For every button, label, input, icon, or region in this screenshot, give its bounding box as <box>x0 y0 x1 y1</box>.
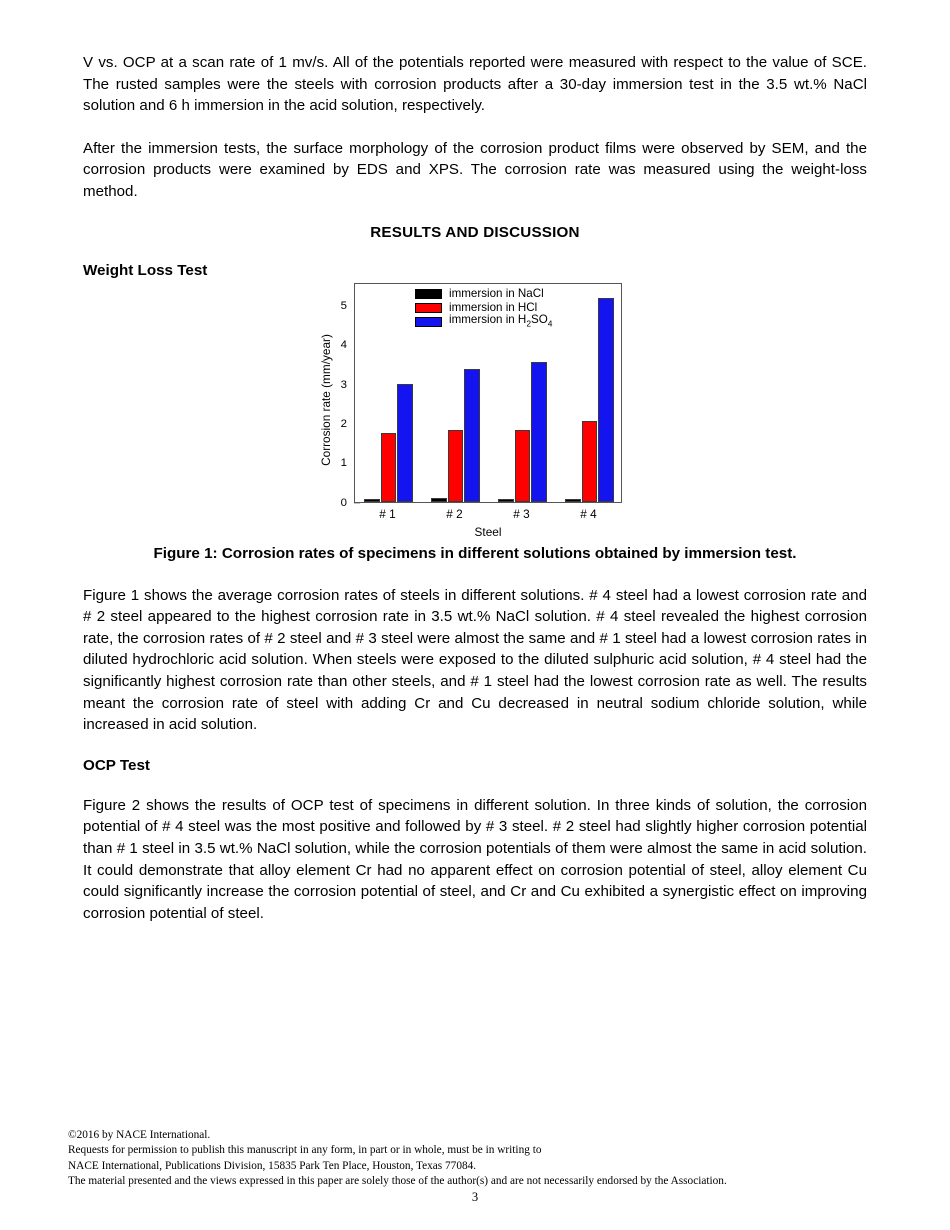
chart-x-tick-label: # 3 <box>513 506 530 521</box>
chart-bar <box>364 499 380 501</box>
paragraph-spacer <box>83 117 867 138</box>
page-number: 3 <box>471 1190 479 1204</box>
legend-swatch-nacl-icon <box>415 289 442 299</box>
document-body-column <box>83 52 867 924</box>
chart-bar <box>464 369 480 501</box>
chart-bar <box>431 498 447 501</box>
chart-x-tick-label: # 2 <box>446 506 463 521</box>
chart-bar <box>498 499 514 501</box>
footer-permission-line-2: NACE International, Publications Division, 15835 Park Ten Place, Houston, Texas 77084. <box>68 1159 477 1172</box>
chart-y-tick-label: 4 <box>340 339 347 352</box>
chart-y-axis-label: Corrosion rate (mm/year) <box>319 333 333 466</box>
paragraph-figure1-discussion: Figure 1 shows the average corrosion rates of steels in different solutions. # 4 steel had a lowest corrosion rate and # 2 steel appeared to the highest corrosion rate in 3.5 wt.% NaCl solution. # 4 steel revealed the highest corrosion rate, the corrosion rates of # 2 steel and # 3 steel were almost the same and # 1 steel had a lowest corrosion rates in diluted hydrochloric acid solution. When steels were exposed to the diluted sulphuric acid solution, # 4 steel had the significantly highest corrosion rate than other steels, and # 1 steel had the lowest corrosion rate as well. The results meant the corrosion rate of steel with adding Cr and Cu decreased in neutral sodium chloride solution, while increased in acid solution. <box>83 586 867 734</box>
chart-y-tick-label: 1 <box>340 457 347 470</box>
chart-bar <box>531 362 547 502</box>
legend-item <box>415 313 553 329</box>
legend-label-h2so4: immersion in $H_2SO_4$ <box>449 313 553 329</box>
chart-bar <box>598 298 614 502</box>
chart-bar <box>448 430 464 502</box>
chart-x-tick-label: # 1 <box>379 506 396 521</box>
legend-label-nacl: immersion in NaCl <box>449 287 544 301</box>
paragraph-spacer <box>83 736 867 757</box>
chart-y-tick-label: 2 <box>340 417 347 430</box>
chart-bar <box>582 421 598 502</box>
heading-weight-loss-test: Weight Loss Test <box>83 261 208 279</box>
legend-label-hcl: immersion in HCl <box>449 301 538 315</box>
chart-y-tick-label: 5 <box>340 300 347 313</box>
paragraph-ocp-discussion: Figure 2 shows the results of OCP test of specimens in different solution. In three kinds of solution, the corrosion potential of # 4 steel was the most positive and followed by # 3 steel. # 2 steel had slightly higher corrosion potential than # 1 steel in 3.5 wt.% NaCl solution, while the corrosion potentials of them were almost the same in acid solution. It could demonstrate that alloy element Cr had no apparent effect on corrosion potential of steel, alloy element Cu could significantly increase the corrosion potential of steel, and Cr and Cu exhibited a synergistic effect on improving corrosion potential of steel. <box>83 796 867 922</box>
footer-disclaimer: The material presented and the views expressed in this paper are solely those of the author(s) and are not necessarily endorsed by the Association. <box>68 1174 727 1187</box>
page-footer <box>68 1128 868 1189</box>
chart-y-axis <box>302 283 354 509</box>
chart-bar <box>565 499 581 501</box>
paragraph-immersion-tests: After the immersion tests, the surface morphology of the corrosion product films were observed by SEM, and the corrosion products were examined by EDS and XPS. The corrosion rate was measured using the weight-loss method. <box>83 139 867 200</box>
heading-results-and-discussion: RESULTS AND DISCUSSION <box>370 223 580 241</box>
footer-permission-line-1: Requests for permission to publish this manuscript in any form, in part or in whole, must be in writing to <box>68 1144 542 1157</box>
caption-spacer <box>83 564 867 585</box>
paragraph-intro-continued: V vs. OCP at a scan rate of 1 mv/s. All of the potentials reported were measured with respect to the value of SCE. The rusted samples were the steels with corrosion products after a 30-day immersion test in the 3.5 wt.% NaCl solution and 6 h immersion in the acid solution, respectively. <box>83 54 867 115</box>
chart-bar <box>397 384 413 501</box>
heading-ocp-test: OCP Test <box>83 756 150 774</box>
figure-1-caption: Figure 1: Corrosion rates of specimens in different solutions obtained by immersion test. <box>153 544 797 562</box>
corrosion-rate-bar-chart <box>302 283 622 543</box>
chart-bar <box>515 430 531 502</box>
legend-swatch-hcl-icon <box>415 303 442 313</box>
chart-x-tick-label: # 4 <box>580 506 597 521</box>
footer-copyright: ©2016 by NACE International. <box>68 1129 211 1141</box>
figure-1 <box>83 279 867 544</box>
chart-y-tick-label: 0 <box>340 496 347 509</box>
legend-item <box>415 288 552 301</box>
legend-swatch-h2so4-icon <box>415 317 442 327</box>
chart-plot-area <box>354 283 622 503</box>
heading-spacer <box>83 774 867 795</box>
chart-x-axis-label: Steel <box>474 524 502 539</box>
chart-bar <box>381 433 397 502</box>
chart-y-tick-label: 3 <box>340 378 347 391</box>
chart-legend <box>415 288 552 329</box>
heading-spacer <box>83 241 867 262</box>
paragraph-spacer <box>83 203 867 224</box>
